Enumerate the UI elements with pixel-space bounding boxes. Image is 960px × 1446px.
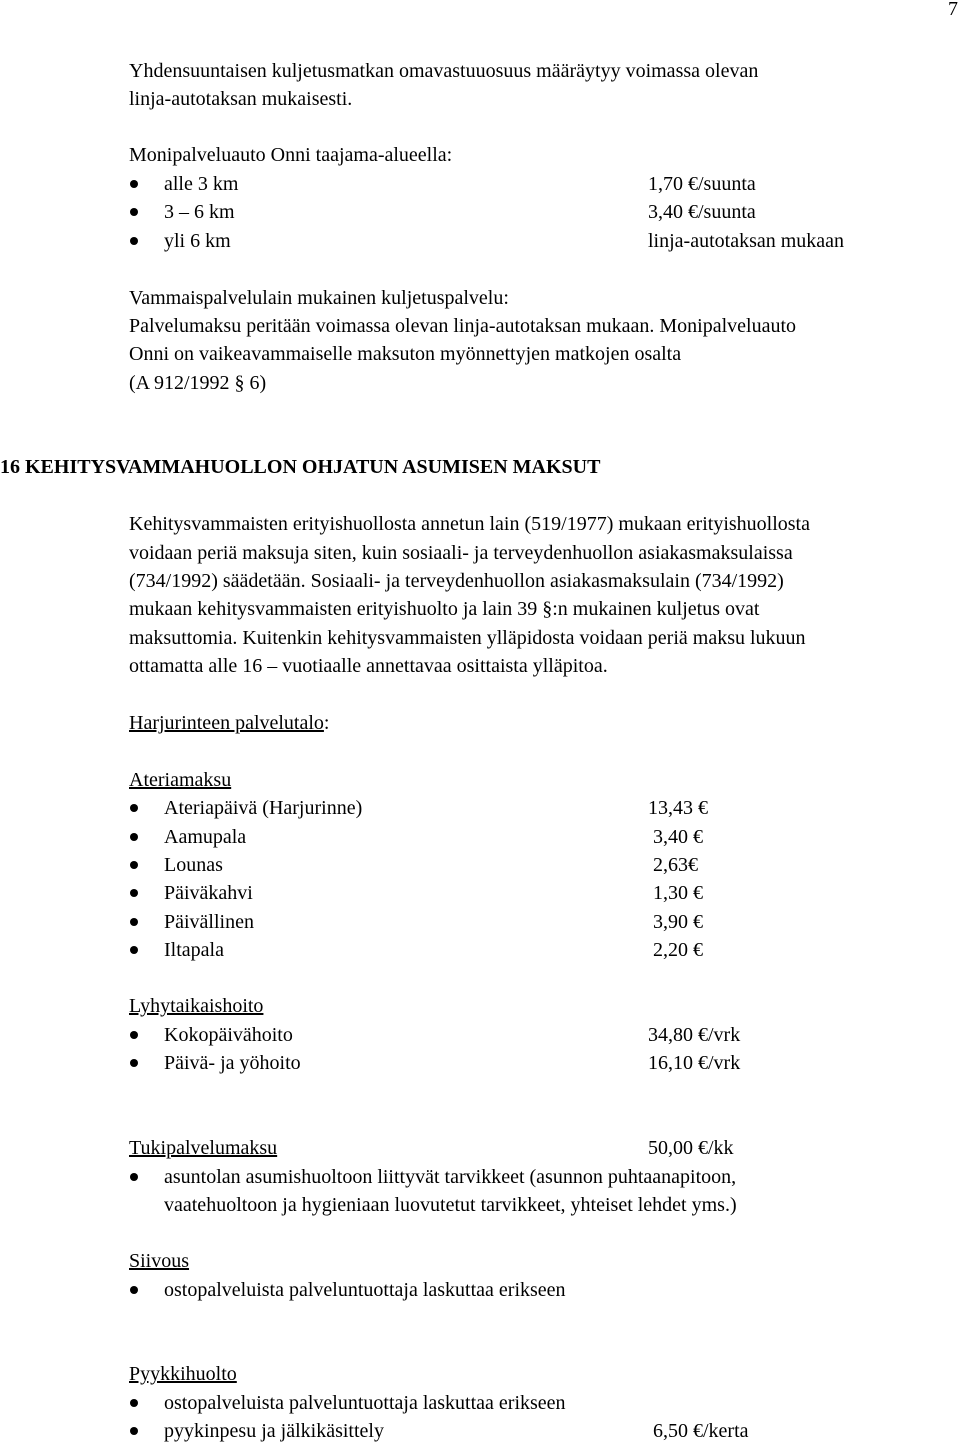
bullet-icon xyxy=(130,237,138,245)
bullet-icon xyxy=(130,1286,138,1294)
onni-item-price: 1,70 €/suunta xyxy=(648,173,756,195)
tukipalvelumaksu-title: Tukipalvelumaksu xyxy=(129,1137,278,1159)
meal-price: 13,43 € xyxy=(648,797,708,819)
meal-price: 2,63€ xyxy=(653,854,698,876)
section16-line: mukaan kehitysvammaisten erityishuolto ja lain 39 §:n mukainen kuljetus ovat xyxy=(129,598,760,620)
pyykkihuolto-title: Pyykkihuolto xyxy=(129,1363,237,1385)
bullet-icon xyxy=(130,1173,138,1181)
meal-price: 3,40 € xyxy=(653,826,703,848)
intro-line-1: Yhdensuuntaisen kuljetusmatkan omavastuuosuus määräytyy voimassa olevan xyxy=(129,60,759,82)
vammais-line: Onni on vaikeavammaiselle maksuton myönnettyjen matkojen osalta xyxy=(129,343,682,365)
care-price: 16,10 €/vrk xyxy=(648,1052,741,1074)
onni-item-label: yli 6 km xyxy=(164,230,231,252)
meal-label: Iltapala xyxy=(164,939,224,961)
harjurinne-title-text: Harjurinteen palvelutalo xyxy=(129,712,324,734)
bullet-icon xyxy=(130,1031,138,1039)
onni-item-price: 3,40 €/suunta xyxy=(648,201,756,223)
care-label: Päivä- ja yöhoito xyxy=(164,1052,301,1074)
onni-item-label: alle 3 km xyxy=(164,173,239,195)
vammais-line: Palvelumaksu peritään voimassa olevan linja-autotaksan mukaan. Monipalveluauto xyxy=(129,315,797,337)
vammais-title: Vammaispalvelulain mukainen kuljetuspalvelu: xyxy=(129,287,509,309)
meal-label: Aamupala xyxy=(164,826,247,848)
pyykki-label: pyykinpesu ja jälkikäsittely xyxy=(164,1420,384,1442)
care-price: 34,80 €/vrk xyxy=(648,1024,741,1046)
intro-line-2: linja-autotaksan mukaisesti. xyxy=(129,88,353,110)
onni-title: Monipalveluauto Onni taajama-alueella: xyxy=(129,144,453,166)
section-heading: 16 KEHITYSVAMMAHUOLLON OHJATUN ASUMISEN MAKSUT xyxy=(0,456,601,478)
onni-item-price: linja-autotaksan mukaan xyxy=(648,230,845,252)
section16-line: voidaan periä maksuja siten, kuin sosiaali- ja terveydenhuollon asiakasmaksulaissa xyxy=(129,542,793,564)
bullet-icon xyxy=(130,804,138,812)
section16-line: ottamatta alle 16 – vuotiaalle annettavaa osittaista ylläpitoa. xyxy=(129,655,608,677)
meal-price: 1,30 € xyxy=(653,882,703,904)
tukipalvelumaksu-price: 50,00 €/kk xyxy=(648,1137,734,1159)
pyykki-price: 6,50 €/kerta xyxy=(653,1420,749,1442)
section16-line: maksuttomia. Kuitenkin kehitysvammaisten ylläpidosta voidaan periä maksu lukuun xyxy=(129,627,806,649)
harjurinne-title xyxy=(129,711,329,735)
pyykki-label: ostopalveluista palveluntuottaja laskuttaa erikseen xyxy=(164,1392,566,1414)
meal-label: Päiväkahvi xyxy=(164,882,253,904)
meal-label: Päivällinen xyxy=(164,911,254,933)
meal-label: Ateriapäivä (Harjurinne) xyxy=(164,797,363,819)
bullet-icon xyxy=(130,1059,138,1067)
meal-price: 2,20 € xyxy=(653,939,703,961)
ateriamaksu-title: Ateriamaksu xyxy=(129,769,232,791)
bullet-icon xyxy=(130,889,138,897)
bullet-icon xyxy=(130,180,138,188)
bullet-icon xyxy=(130,946,138,954)
siivous-item: ostopalveluista palveluntuottaja laskuttaa erikseen xyxy=(164,1279,566,1301)
tukipalvelu-item-line: asuntolan asumishuoltoon liittyvät tarvikkeet (asunnon puhtaanapitoon, xyxy=(164,1166,737,1188)
bullet-icon xyxy=(130,1427,138,1435)
lyhytaikaishoito-title: Lyhytaikaishoito xyxy=(129,995,264,1017)
vammais-line: (A 912/1992 § 6) xyxy=(129,372,267,394)
meal-label: Lounas xyxy=(164,854,223,876)
onni-item-label: 3 – 6 km xyxy=(164,201,235,223)
bullet-icon xyxy=(130,861,138,869)
section16-line: (734/1992) säädetään. Sosiaali- ja terveydenhuollon asiakasmaksulain (734/1992) xyxy=(129,570,784,592)
bullet-icon xyxy=(130,833,138,841)
siivous-title: Siivous xyxy=(129,1250,190,1272)
care-label: Kokopäivähoito xyxy=(164,1024,293,1046)
tukipalvelu-item-line: vaatehuoltoon ja hygieniaan luovutetut tarvikkeet, yhteiset lehdet yms.) xyxy=(164,1194,737,1216)
harjurinne-title-colon: : xyxy=(323,712,330,734)
section16-line: Kehitysvammaisten erityishuollosta annetun lain (519/1977) mukaan erityishuollosta xyxy=(129,513,810,535)
page-number: 7 xyxy=(948,0,958,20)
meal-price: 3,90 € xyxy=(653,911,703,933)
bullet-icon xyxy=(130,918,138,926)
bullet-icon xyxy=(130,1399,138,1407)
bullet-icon xyxy=(130,208,138,216)
